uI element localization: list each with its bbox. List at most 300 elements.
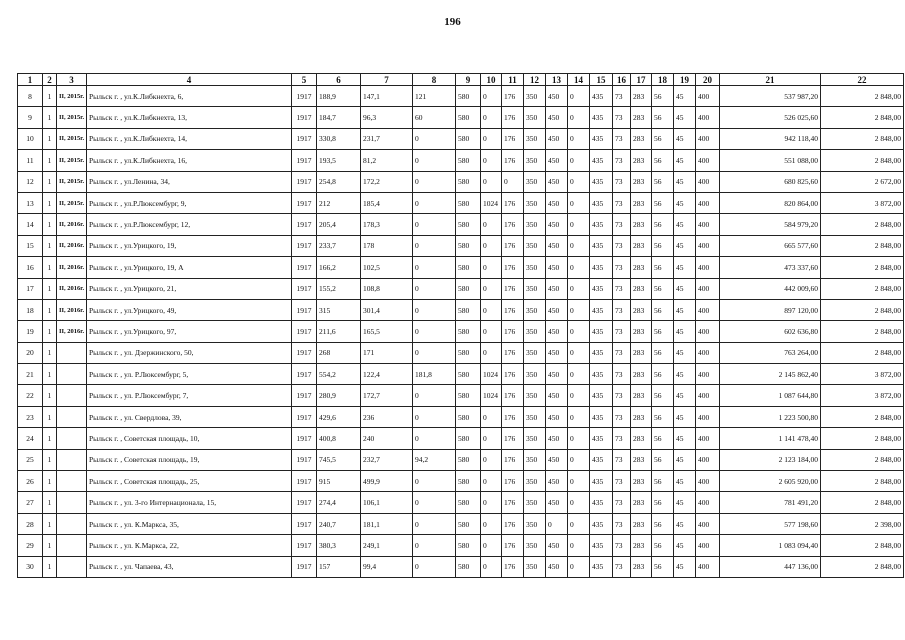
table-cell: 56 [652,150,674,171]
period-cell: II, 2015г. [57,150,87,171]
table-cell: 147,1 [361,86,413,107]
table-cell: 283 [631,428,652,449]
table-cell: 0 [481,257,502,278]
table-cell: 56 [652,513,674,534]
table-cell: 745,5 [317,449,361,470]
table-cell: 94,2 [413,449,456,470]
table-cell: 0 [413,128,456,149]
table-cell: 0 [481,342,502,363]
table-cell: 580 [456,364,481,385]
column-header: 8 [413,74,456,86]
table-cell: 435 [590,321,613,342]
table-cell: 0 [413,278,456,299]
column-header: 7 [361,74,413,86]
table-cell: 400 [696,385,720,406]
rate-cell: 2 848,00 [821,492,904,513]
table-cell: 380,3 [317,535,361,556]
table-cell: 1917 [292,150,317,171]
table-cell: 350 [524,556,546,577]
table-cell: 45 [674,171,696,192]
table-cell: 283 [631,171,652,192]
table-cell: 0 [568,128,590,149]
table-cell: 1 [43,385,57,406]
cost-cell: 2 605 920,00 [720,471,821,492]
table-cell: 45 [674,278,696,299]
table-cell: 450 [546,449,568,470]
table-cell: 232,7 [361,449,413,470]
row-number-cell: 19 [18,321,43,342]
table-cell: 580 [456,471,481,492]
cost-cell: 2 123 184,00 [720,449,821,470]
table-cell: 435 [590,428,613,449]
table-cell: 400 [696,492,720,513]
address-cell: Рыльск г. , ул. Чапаева, 43, [87,556,292,577]
table-cell: 73 [613,321,631,342]
table-cell: 580 [456,492,481,513]
table-cell: 73 [613,556,631,577]
table-cell: 450 [546,385,568,406]
table-cell: 350 [524,321,546,342]
address-cell: Рыльск г. , ул.Р.Люксембург, 12, [87,214,292,235]
table-cell: 1 [43,128,57,149]
table-cell: 0 [568,385,590,406]
table-cell: 1 [43,513,57,534]
table-cell: 1 [43,535,57,556]
table-cell: 330,8 [317,128,361,149]
column-header: 5 [292,74,317,86]
table-cell: 0 [413,535,456,556]
column-header: 6 [317,74,361,86]
table-cell: 1 [43,257,57,278]
cost-cell: 781 491,20 [720,492,821,513]
table-cell: 400 [696,321,720,342]
rate-cell: 2 848,00 [821,150,904,171]
table-cell: 580 [456,171,481,192]
table-row [18,428,904,449]
period-cell: II, 2016г. [57,235,87,256]
table-cell: 1 [43,406,57,427]
period-cell [57,428,87,449]
table-cell: 350 [524,257,546,278]
table-cell: 0 [413,385,456,406]
rate-cell: 3 872,00 [821,385,904,406]
table-cell: 400 [696,556,720,577]
table-cell: 45 [674,192,696,213]
row-number-cell: 8 [18,86,43,107]
table-cell: 580 [456,235,481,256]
table-cell: 56 [652,128,674,149]
table-cell: 1 [43,235,57,256]
table-cell: 45 [674,235,696,256]
table-row [18,299,904,320]
table-cell: 400 [696,299,720,320]
table-cell: 0 [413,150,456,171]
table-cell: 400 [696,128,720,149]
column-header: 15 [590,74,613,86]
period-cell: II, 2016г. [57,214,87,235]
table-cell: 73 [613,449,631,470]
table-cell: 580 [456,128,481,149]
table-cell: 45 [674,364,696,385]
table-cell: 96,3 [361,107,413,128]
table-cell: 176 [502,214,524,235]
table-cell: 56 [652,471,674,492]
cost-cell: 584 979,20 [720,214,821,235]
table-cell: 1917 [292,556,317,577]
table-cell: 73 [613,428,631,449]
table-cell: 0 [481,492,502,513]
row-number-cell: 26 [18,471,43,492]
cost-cell: 897 120,00 [720,299,821,320]
rate-cell: 2 848,00 [821,86,904,107]
header-row [18,74,904,86]
table-cell: 400 [696,513,720,534]
cost-cell: 1 223 500,80 [720,406,821,427]
table-cell: 176 [502,150,524,171]
table-cell: 400 [696,278,720,299]
period-cell: II, 2015г. [57,107,87,128]
address-cell: Рыльск г. , ул.К.Либкнехта, 13, [87,107,292,128]
table-cell: 435 [590,556,613,577]
table-cell: 350 [524,171,546,192]
table-cell: 1 [43,321,57,342]
table-cell: 73 [613,471,631,492]
period-cell: II, 2016г. [57,278,87,299]
table-cell: 0 [568,449,590,470]
table-cell: 176 [502,278,524,299]
table-cell: 0 [481,214,502,235]
table-cell: 1917 [292,513,317,534]
rate-cell: 2 848,00 [821,471,904,492]
column-header: 16 [613,74,631,86]
table-cell: 0 [568,257,590,278]
table-row [18,492,904,513]
table-cell: 1917 [292,449,317,470]
table-cell: 0 [568,86,590,107]
period-cell [57,513,87,534]
table-cell: 554,2 [317,364,361,385]
table-cell: 580 [456,321,481,342]
period-cell: II, 2016г. [57,299,87,320]
table-cell: 73 [613,513,631,534]
cost-cell: 820 864,00 [720,192,821,213]
table-cell: 0 [568,342,590,363]
table-cell: 0 [413,556,456,577]
table-cell: 56 [652,257,674,278]
table-cell: 171 [361,342,413,363]
table-cell: 178,3 [361,214,413,235]
period-cell [57,406,87,427]
table-cell: 580 [456,535,481,556]
table-cell: 56 [652,364,674,385]
row-number-cell: 18 [18,299,43,320]
table-row [18,449,904,470]
table-cell: 435 [590,406,613,427]
table-cell: 400 [696,449,720,470]
table-cell: 176 [502,128,524,149]
table-cell: 580 [456,150,481,171]
row-number-cell: 10 [18,128,43,149]
table-cell: 176 [502,321,524,342]
table-cell: 435 [590,342,613,363]
rate-cell: 2 398,00 [821,513,904,534]
table-cell: 0 [413,428,456,449]
row-number-cell: 9 [18,107,43,128]
table-cell: 1917 [292,299,317,320]
table-cell: 1 [43,449,57,470]
table-cell: 274,4 [317,492,361,513]
rate-cell: 2 848,00 [821,107,904,128]
table-cell: 176 [502,385,524,406]
table-cell: 1917 [292,535,317,556]
rate-cell: 2 848,00 [821,449,904,470]
table-cell: 249,1 [361,535,413,556]
table-cell: 172,7 [361,385,413,406]
table-cell: 283 [631,257,652,278]
table-cell: 450 [546,150,568,171]
row-number-cell: 12 [18,171,43,192]
table-cell: 56 [652,406,674,427]
table-row [18,321,904,342]
table-row [18,364,904,385]
table-body [18,86,904,578]
register-table [17,73,904,578]
rate-cell: 2 848,00 [821,257,904,278]
table-cell: 45 [674,321,696,342]
table-cell: 283 [631,107,652,128]
table-cell: 283 [631,364,652,385]
table-cell: 0 [413,471,456,492]
table-cell: 0 [568,278,590,299]
column-header: 1 [18,74,43,86]
table-cell: 45 [674,257,696,278]
table-cell: 283 [631,556,652,577]
table-cell: 350 [524,449,546,470]
column-header: 13 [546,74,568,86]
table-cell: 254,8 [317,171,361,192]
table-cell: 315 [317,299,361,320]
table-cell: 435 [590,278,613,299]
table-cell: 350 [524,235,546,256]
table-cell: 45 [674,150,696,171]
table-cell: 166,2 [317,257,361,278]
cost-cell: 942 118,40 [720,128,821,149]
row-number-cell: 24 [18,428,43,449]
period-cell [57,492,87,513]
table-row [18,471,904,492]
table-cell: 81,2 [361,150,413,171]
table-cell: 0 [546,513,568,534]
table-cell: 350 [524,128,546,149]
table-cell: 56 [652,535,674,556]
table-cell: 435 [590,449,613,470]
rate-cell: 2 848,00 [821,406,904,427]
table-cell: 45 [674,86,696,107]
rate-cell: 3 872,00 [821,364,904,385]
table-cell: 172,2 [361,171,413,192]
table-cell: 580 [456,278,481,299]
rate-cell: 2 848,00 [821,128,904,149]
table-cell: 400 [696,471,720,492]
table-cell: 73 [613,364,631,385]
table-cell: 400 [696,535,720,556]
table-cell: 350 [524,299,546,320]
table-cell: 0 [502,171,524,192]
table-cell: 450 [546,235,568,256]
table-cell: 400 [696,107,720,128]
table-cell: 73 [613,214,631,235]
table-cell: 450 [546,86,568,107]
table-cell: 0 [568,107,590,128]
table-cell: 0 [481,556,502,577]
table-cell: 0 [481,278,502,299]
cost-cell: 1 141 478,40 [720,428,821,449]
table-cell: 283 [631,299,652,320]
address-cell: Рыльск г. , ул. Р.Люксембург, 7, [87,385,292,406]
table-cell: 1 [43,492,57,513]
table-cell: 283 [631,321,652,342]
table-cell: 580 [456,299,481,320]
address-cell: Рыльск г. , ул.Ленина, 34, [87,171,292,192]
table-cell: 1 [43,192,57,213]
table-row [18,192,904,213]
table-cell: 181,8 [413,364,456,385]
table-cell: 580 [456,406,481,427]
table-cell: 350 [524,428,546,449]
address-cell: Рыльск г. , ул. Р.Люксембург, 5, [87,364,292,385]
table-cell: 181,1 [361,513,413,534]
table-cell: 0 [481,535,502,556]
rate-cell: 2 848,00 [821,299,904,320]
table-cell: 73 [613,128,631,149]
table-cell: 1 [43,171,57,192]
table-cell: 435 [590,171,613,192]
table-cell: 435 [590,86,613,107]
table-cell: 580 [456,385,481,406]
address-cell: Рыльск г. , ул. Дзержинского, 50, [87,342,292,363]
column-header: 12 [524,74,546,86]
table-cell: 435 [590,535,613,556]
table-cell: 0 [413,192,456,213]
table-row [18,128,904,149]
table-cell: 0 [568,171,590,192]
table-cell: 283 [631,192,652,213]
table-cell: 56 [652,235,674,256]
table-cell: 450 [546,535,568,556]
row-number-cell: 20 [18,342,43,363]
address-cell: Рыльск г. , Советская площадь, 19, [87,449,292,470]
table-cell: 915 [317,471,361,492]
table-cell: 73 [613,406,631,427]
cost-cell: 526 025,60 [720,107,821,128]
cost-cell: 2 145 862,40 [720,364,821,385]
column-header: 18 [652,74,674,86]
table-cell: 73 [613,278,631,299]
row-number-cell: 15 [18,235,43,256]
table-cell: 231,7 [361,128,413,149]
rate-cell: 2 848,00 [821,556,904,577]
cost-cell: 602 636,80 [720,321,821,342]
rate-cell: 2 848,00 [821,278,904,299]
table-cell: 185,4 [361,192,413,213]
rate-cell: 2 672,00 [821,171,904,192]
table-cell: 1 [43,342,57,363]
table-row [18,385,904,406]
table-cell: 450 [546,406,568,427]
table-cell: 400 [696,406,720,427]
table-cell: 1 [43,299,57,320]
table-cell: 450 [546,299,568,320]
cost-cell: 442 009,60 [720,278,821,299]
table-cell: 73 [613,235,631,256]
table-cell: 45 [674,128,696,149]
table-cell: 73 [613,299,631,320]
table-cell: 450 [546,257,568,278]
rate-cell: 2 848,00 [821,342,904,363]
table-cell: 1917 [292,107,317,128]
table-cell: 106,1 [361,492,413,513]
rate-cell: 2 848,00 [821,535,904,556]
table-cell: 1917 [292,278,317,299]
table-cell: 580 [456,449,481,470]
row-number-cell: 21 [18,364,43,385]
table-cell: 435 [590,235,613,256]
table-cell: 176 [502,428,524,449]
table-cell: 1 [43,471,57,492]
address-cell: Рыльск г. , ул. К.Маркса, 22, [87,535,292,556]
table-cell: 283 [631,235,652,256]
table-cell: 350 [524,364,546,385]
table-cell: 56 [652,299,674,320]
table-cell: 580 [456,513,481,534]
table-cell: 435 [590,299,613,320]
table-cell: 0 [568,428,590,449]
period-cell: II, 2016г. [57,321,87,342]
table-cell: 0 [568,192,590,213]
table-cell: 0 [481,449,502,470]
period-cell: II, 2015г. [57,86,87,107]
period-cell [57,385,87,406]
table-cell: 45 [674,428,696,449]
table-row [18,235,904,256]
table-cell: 122,4 [361,364,413,385]
table-cell: 1917 [292,364,317,385]
table-cell: 400 [696,428,720,449]
rate-cell: 3 872,00 [821,192,904,213]
column-header: 10 [481,74,502,86]
table-cell: 240,7 [317,513,361,534]
table-cell: 73 [613,86,631,107]
table-cell: 1917 [292,321,317,342]
table-cell: 1917 [292,406,317,427]
table-cell: 176 [502,235,524,256]
table-cell: 580 [456,342,481,363]
table-cell: 73 [613,535,631,556]
table-cell: 400,8 [317,428,361,449]
table-cell: 0 [413,299,456,320]
table-cell: 1 [43,107,57,128]
table-cell: 283 [631,128,652,149]
table-cell: 400 [696,150,720,171]
table-cell: 176 [502,299,524,320]
table-cell: 283 [631,385,652,406]
table-cell: 400 [696,364,720,385]
table-cell: 73 [613,257,631,278]
table-row [18,535,904,556]
cost-cell: 447 136,00 [720,556,821,577]
table-cell: 0 [481,428,502,449]
table-cell: 283 [631,449,652,470]
